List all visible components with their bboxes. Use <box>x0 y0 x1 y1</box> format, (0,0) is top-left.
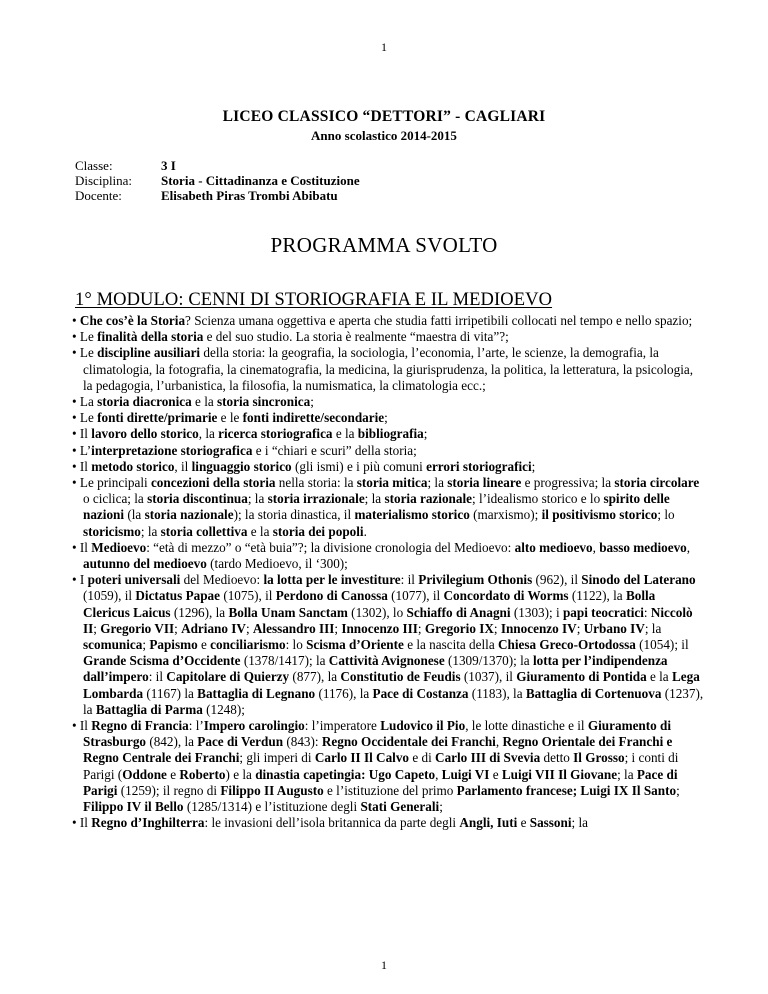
text: (1037), il <box>460 669 517 685</box>
bold-text: Constitutio de Feudis <box>340 669 461 685</box>
bold-text: basso medioevo <box>599 539 687 555</box>
info-value: Storia - Cittadinanza e Costituzione <box>161 173 360 188</box>
text: (1075), il <box>220 588 276 604</box>
bold-text: Gregorio VII <box>100 620 175 636</box>
text: ; la <box>617 766 637 782</box>
list-item <box>72 329 704 345</box>
bold-text: storia mitica <box>356 475 428 491</box>
list-item <box>72 410 704 426</box>
text: ; <box>245 620 253 636</box>
bold-text: Filippo II Augusto <box>220 782 324 798</box>
info-label: Classe: <box>75 158 113 173</box>
text: ; la <box>571 815 589 831</box>
bold-text: Concordato di Worms <box>443 588 569 604</box>
text: ; la <box>644 620 662 636</box>
bold-text: Privilegium Othonis <box>418 572 533 588</box>
bold-text: Scisma d’Oriente <box>306 637 404 653</box>
text: ; <box>423 426 428 442</box>
bold-text: Cattività Avignonese <box>328 653 445 669</box>
text: (1309/1370); la <box>444 653 533 669</box>
bold-text: Carlo II Il Calvo <box>314 750 410 766</box>
text: ; <box>142 637 150 653</box>
bold-text: Luigi VII Il Giovane <box>501 766 618 782</box>
bold-text: Battaglia di Parma <box>95 701 203 717</box>
text: : <box>643 604 651 620</box>
bold-text: Innocenzo III <box>341 620 418 636</box>
bold-text: Alessandro III <box>252 620 335 636</box>
bold-text: concezioni della storia <box>150 475 276 491</box>
text: ; <box>93 620 101 636</box>
text: della storia: la geografia, la sociologia, l’economia, l’arte, le scienze, la demografia, la climatologia, la fotografia, la cinematografia, la medicina, la giurisprudenza, la politica, la letteratura, la psicologia, la pedagogia, l’urbanistica, la filosofia, la numismatica, la climatologia ecc.; <box>83 345 694 393</box>
bold-text: Pace di Parigi <box>83 766 678 798</box>
list-item <box>72 459 704 475</box>
text: nella storia: la <box>275 475 357 491</box>
list-item <box>72 718 704 815</box>
bold-text: Innocenzo IV <box>500 620 577 636</box>
list-item <box>72 572 704 718</box>
bold-text: Bolla Unam Sanctam <box>228 604 348 620</box>
bold-text: Oddone <box>122 766 167 782</box>
info-label: Disciplina: <box>75 173 133 188</box>
bold-text: alto medioevo <box>514 539 593 555</box>
text: e le <box>217 410 243 426</box>
page-number-top: 1 <box>381 40 387 54</box>
bold-text: Pace di Costanza <box>372 685 469 701</box>
text: , <box>592 539 600 555</box>
text: (1237), la <box>83 685 704 717</box>
bold-text: storia irrazionale <box>267 491 365 507</box>
text: , <box>686 539 691 555</box>
text: ; lo <box>657 507 675 523</box>
text: e <box>517 815 530 831</box>
text: (1054); il <box>635 637 689 653</box>
bold-text: autunno del medioevo <box>83 556 207 572</box>
bold-text: bibliografia <box>357 426 424 442</box>
bold-text: Regno Occidentale dei Franchi <box>321 734 496 750</box>
bold-text: storia sincronica <box>217 394 311 410</box>
text: • L’ <box>72 442 92 458</box>
bold-text: storia collettiva <box>160 523 248 539</box>
text: (1259); il regno di <box>117 782 221 798</box>
text: ; <box>174 620 182 636</box>
bold-text: storia diacronica <box>97 394 192 410</box>
text: • Le <box>72 410 98 426</box>
text: . <box>363 523 367 539</box>
text: (1296), la <box>170 604 229 620</box>
text: , <box>495 734 503 750</box>
bold-text: il positivismo storico <box>541 507 658 523</box>
text: (1077), il <box>387 588 444 604</box>
text: • Il <box>72 815 92 831</box>
bold-text: Adriano IV <box>181 620 246 636</box>
text: ; <box>493 620 501 636</box>
info-row-subject <box>75 173 360 188</box>
bold-text: Giuramento di Pontida <box>516 669 647 685</box>
text: (la <box>124 507 145 523</box>
text: ; gli imperi di <box>239 750 315 766</box>
text: ; <box>676 782 680 798</box>
school-year: Anno scolastico 2014-2015 <box>311 128 457 143</box>
text: (1285/1314) e l’istituzione degli <box>183 799 361 815</box>
bold-text: errori storiografici <box>426 458 532 474</box>
text: e l’istituzione del primo <box>323 782 457 798</box>
bold-text: papi teocratici <box>562 604 644 620</box>
text: ; <box>417 620 425 636</box>
text: ? Scienza umana oggettiva e aperta che studia fatti irripetibili collocati nel tempo e nello spazio; <box>185 313 693 328</box>
bold-text: storia discontinua <box>147 491 248 507</box>
text: , le lotte dinastiche e il <box>465 718 588 734</box>
text: ) e la <box>225 766 256 782</box>
bold-text: Lega Lombarda <box>83 669 700 701</box>
text: e del suo studio. La storia è realmente “maestra di vita”?; <box>203 329 509 345</box>
text: ; la <box>364 491 385 507</box>
list-item <box>72 345 704 394</box>
text: ; la <box>247 491 268 507</box>
text: e la <box>191 394 218 410</box>
bold-text: dinastia capetingia: Ugo Capeto <box>255 766 436 782</box>
text: (1248); <box>202 701 245 717</box>
text: e di <box>409 750 436 766</box>
text: ; <box>531 458 536 474</box>
bold-text: spirito delle nazioni <box>83 491 670 523</box>
bold-text: storicismo <box>83 523 141 539</box>
bold-text: Perdono di Canossa <box>275 588 388 604</box>
bold-text: linguaggio storico <box>191 458 292 474</box>
text: e <box>489 766 502 782</box>
text: ; i conti di Parigi ( <box>83 750 679 782</box>
text: (1303); i <box>510 604 563 620</box>
text: (1122), la <box>568 588 626 604</box>
text: ); la storia dinastica, il <box>233 507 355 523</box>
text: (962), il <box>532 572 582 588</box>
list-item <box>72 475 704 540</box>
bold-text: Grande Scisma d’Occidente <box>83 653 241 669</box>
bold-text: storia razionale <box>384 491 472 507</box>
list-item <box>72 394 704 410</box>
text: : il <box>400 572 419 588</box>
bold-text: Capitolare di Quierzy <box>166 669 290 685</box>
list-item <box>72 815 704 831</box>
bold-text: storia lineare <box>447 475 522 491</box>
info-value: 3 I <box>161 158 176 173</box>
text: • I <box>72 572 88 588</box>
text: ; l’idealismo storico e lo <box>471 491 604 507</box>
text: : le invasioni dell’isola britannica da parte degli <box>204 815 460 831</box>
bold-text: Giuramento di Strasburgo <box>83 718 672 750</box>
text: • La <box>72 394 98 410</box>
text: ; <box>384 410 388 426</box>
bold-text: Filippo IV il Bello <box>83 799 184 815</box>
bold-text: Che cos’è la Storia <box>79 313 186 328</box>
text: ; la <box>140 523 161 539</box>
bold-text: Parlamento francese; Luigi IX Il Santo <box>456 782 677 798</box>
school-name: LICEO CLASSICO “DETTORI” - CAGLIARI <box>222 108 546 125</box>
text: e <box>166 766 180 782</box>
bold-text: storia circolare <box>614 475 700 491</box>
bold-text: Regno d’Inghilterra <box>91 815 205 831</box>
bold-text: Ludovico il Pio <box>380 718 466 734</box>
bold-text: Gregorio IX <box>424 620 494 636</box>
text: • <box>72 313 80 328</box>
bold-text: scomunica <box>83 637 143 653</box>
bold-text: Niccolò II <box>83 604 693 636</box>
bold-text: Sinodo del Laterano <box>581 572 696 588</box>
bold-text: Regno di Francia <box>91 718 189 734</box>
text: (tardo Medioevo, il ‘300); <box>206 556 348 572</box>
text: : l’ <box>188 718 204 734</box>
info-row-class <box>75 158 360 173</box>
bold-text: Battaglia di Legnano <box>197 685 316 701</box>
list-item <box>72 443 704 459</box>
text: e i “chiari e scuri” della storia; <box>252 442 417 458</box>
bold-text: Impero carolingio <box>203 718 305 734</box>
module-title: 1° MODULO: CENNI DI STORIOGRAFIA E IL MEDIOEVO <box>75 290 553 310</box>
text: (1302), lo <box>347 604 407 620</box>
bold-text: Il Grosso <box>573 750 625 766</box>
list-item <box>72 426 704 442</box>
bold-text: Urbano IV <box>583 620 645 636</box>
bold-text: Luigi VI <box>441 766 490 782</box>
bold-text: storia dei popoli <box>272 523 364 539</box>
bold-text: Chiesa Greco-Ortodossa <box>498 637 636 653</box>
info-label: Docente: <box>75 188 122 203</box>
text: (1167) la <box>143 685 198 701</box>
text: (842), la <box>146 734 198 750</box>
text: • Il <box>72 426 92 442</box>
bold-text: storia nazionale <box>144 507 234 523</box>
text: e progressiva; la <box>521 475 615 491</box>
list-item <box>72 313 704 329</box>
bold-text: fonti dirette/primarie <box>97 410 218 426</box>
text: (1378/1417); la <box>240 653 329 669</box>
bold-text: la lotta per le investiture <box>263 572 401 588</box>
text: • Il <box>72 539 92 555</box>
text: ; <box>576 620 584 636</box>
text: (877), la <box>289 669 341 685</box>
text: ; <box>334 620 342 636</box>
bold-text: conciliarismo <box>210 637 286 653</box>
text: e la <box>646 669 672 685</box>
text: • Le <box>72 345 98 361</box>
bold-text: Papismo <box>149 637 198 653</box>
bold-text: Battaglia di Cortenuova <box>525 685 662 701</box>
text: e la <box>332 426 358 442</box>
bold-text: Sassoni <box>529 815 572 831</box>
text: : l’imperatore <box>304 718 381 734</box>
text: • Il <box>72 458 92 474</box>
text: (843): <box>283 734 322 750</box>
bold-text: metodo storico <box>91 458 175 474</box>
bold-text: Dictatus Papae <box>135 588 221 604</box>
text: : lo <box>285 637 307 653</box>
text: (1183), la <box>468 685 526 701</box>
text: del Medioevo: <box>180 572 264 588</box>
bold-text: Roberto <box>179 766 226 782</box>
text: • Le principali <box>72 475 151 491</box>
bold-text: poteri universali <box>87 572 181 588</box>
bold-text: finalità della storia <box>97 329 204 345</box>
program-list <box>72 313 704 832</box>
text: e la <box>247 523 273 539</box>
bold-text: lotta per l’indipendenza dall’impero <box>83 653 668 685</box>
text: , <box>435 766 442 782</box>
info-row-teacher <box>75 188 360 203</box>
class-info <box>75 158 360 203</box>
info-value: Elisabeth Piras Trombi Abibatu <box>161 188 338 203</box>
bold-text: fonti indirette/secondarie <box>242 410 385 426</box>
bold-text: Bolla Clericus Laicus <box>83 588 656 620</box>
text: : il <box>148 669 167 685</box>
text: • Il <box>72 718 92 734</box>
bold-text: discipline ausiliari <box>97 345 201 361</box>
text: ; <box>439 799 443 815</box>
bold-text: Schiaffo di Anagni <box>406 604 511 620</box>
text: (gli ismi) e i più comuni <box>291 458 427 474</box>
text: , il <box>174 458 192 474</box>
text: : “età di mezzo” o “età buia”?; la divisione cronologia del Medioevo: <box>146 539 515 555</box>
text: , la <box>198 426 219 442</box>
bold-text: Medioevo <box>91 539 147 555</box>
page-number-bottom: 1 <box>381 958 387 972</box>
text: o ciclica; la <box>83 491 148 507</box>
bold-text: Carlo III di Svevia <box>435 750 541 766</box>
text: ; <box>310 394 314 410</box>
bold-text: Angli, Iuti <box>459 815 518 831</box>
bold-text: materialismo storico <box>354 507 470 523</box>
list-item <box>72 540 704 572</box>
bold-text: ricerca storiografica <box>218 426 333 442</box>
bold-text: lavoro dello storico <box>91 426 199 442</box>
bold-text: Stati Generali <box>360 799 440 815</box>
text: ; la <box>427 475 448 491</box>
text: e <box>197 637 211 653</box>
text: (1059), il <box>83 588 136 604</box>
page-title: PROGRAMMA SVOLTO <box>270 233 498 257</box>
bold-text: Pace di Verdun <box>197 734 284 750</box>
text: • Le <box>72 329 98 345</box>
bold-text: interpretazione storiografica <box>91 442 253 458</box>
bold-text: Regno Orientale dei Franchi e Regno Centrale dei Franchi <box>83 734 673 766</box>
text: (marxismo); <box>469 507 542 523</box>
text: detto <box>540 750 574 766</box>
text: e la nascita della <box>403 637 498 653</box>
text: (1176), la <box>315 685 373 701</box>
